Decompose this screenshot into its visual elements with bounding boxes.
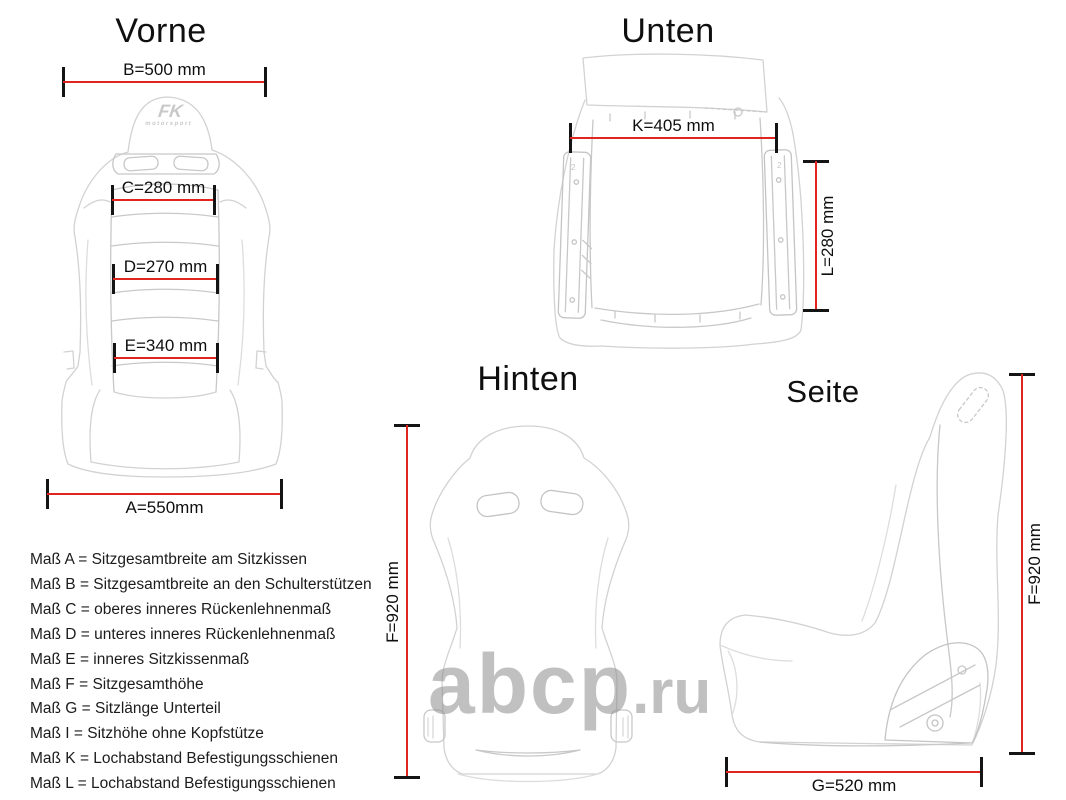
dim-label: E=340 mm (124, 336, 208, 355)
dim-line (406, 425, 408, 778)
dim-tick (213, 185, 216, 215)
dimension-legend (30, 548, 372, 797)
watermark-main: abcp (428, 637, 633, 731)
dim-b (63, 60, 266, 97)
legend-item: Maß B = Sitzgesamtbreite an den Schulterstützen (30, 575, 372, 593)
dim-f-seite (1008, 374, 1044, 754)
dim-tick (216, 343, 219, 373)
dim-label: A=550mm (125, 498, 204, 517)
dim-line (113, 278, 218, 280)
watermark (428, 637, 712, 731)
dim-k (570, 116, 777, 153)
brand-logo (126, 102, 214, 127)
dim-e (114, 336, 218, 373)
dim-line (1021, 374, 1023, 754)
dim-line (815, 161, 817, 311)
dim-line (570, 137, 777, 139)
legend-item: Maß C = oberes inneres Rückenlehnenmaß (30, 600, 332, 618)
dim-tick (264, 67, 267, 97)
dim-label: B=500 mm (123, 60, 206, 79)
legend-item: Maß L = Lochabstand Befestigungsschienen (30, 775, 336, 793)
dim-line (114, 357, 218, 359)
dim-tick (280, 479, 283, 509)
legend-item: Maß I = Sitzhöhe ohne Kopfstütze (30, 725, 264, 743)
legend-item: Maß E = inneres Sitzkissenmaß (30, 650, 250, 668)
dim-line (112, 199, 215, 201)
title-vorne: Vorne (115, 12, 207, 50)
dim-c (112, 178, 215, 215)
dim-label: C=280 mm (121, 178, 206, 197)
dim-tick (1009, 752, 1035, 755)
legend-item: Maß K = Lochabstand Befestigungsschienen (30, 750, 339, 768)
dim-tick (775, 123, 778, 153)
legend-item: Maß F = Sitzgesamthöhe (30, 675, 204, 693)
dim-line (63, 81, 266, 83)
dim-line (47, 493, 282, 495)
legend-item: Maß D = unteres inneres Rückenlehnenmaß (30, 625, 336, 643)
dim-f-hinten (383, 425, 421, 778)
dim-label: L=280 mm (818, 195, 837, 277)
title-hinten: Hinten (477, 360, 579, 398)
dim-tick (394, 776, 420, 779)
dim-label: G=520 mm (811, 776, 897, 795)
title-unten: Unten (621, 12, 715, 50)
legend-item: Maß G = Sitzlänge Unterteil (30, 700, 221, 718)
dim-a (47, 479, 282, 517)
dim-tick (216, 264, 219, 294)
watermark-suffix: .ru (632, 658, 712, 727)
dim-label: F=920 mm (383, 560, 402, 643)
legend-item: Maß A = Sitzgesamtbreite am Sitzkissen (30, 551, 307, 568)
dim-line (726, 771, 982, 773)
rail-label-left: 2 (571, 163, 576, 172)
dim-tick (980, 757, 983, 787)
brand-name: FK (157, 101, 184, 121)
seite-seat-sketch (710, 365, 1020, 765)
title-seite: Seite (786, 374, 860, 409)
dim-d (113, 257, 218, 294)
unten-seat-sketch (545, 50, 840, 350)
rail-label-right: 2 (777, 161, 782, 170)
dim-g (726, 757, 982, 795)
brand-subtitle: motorsport (144, 121, 193, 127)
dim-label: F=920 mm (1025, 523, 1044, 605)
dim-label: D=270 mm (123, 257, 208, 276)
dim-l (802, 161, 837, 311)
dim-label: K=405 mm (632, 116, 715, 135)
dim-tick (803, 309, 829, 312)
